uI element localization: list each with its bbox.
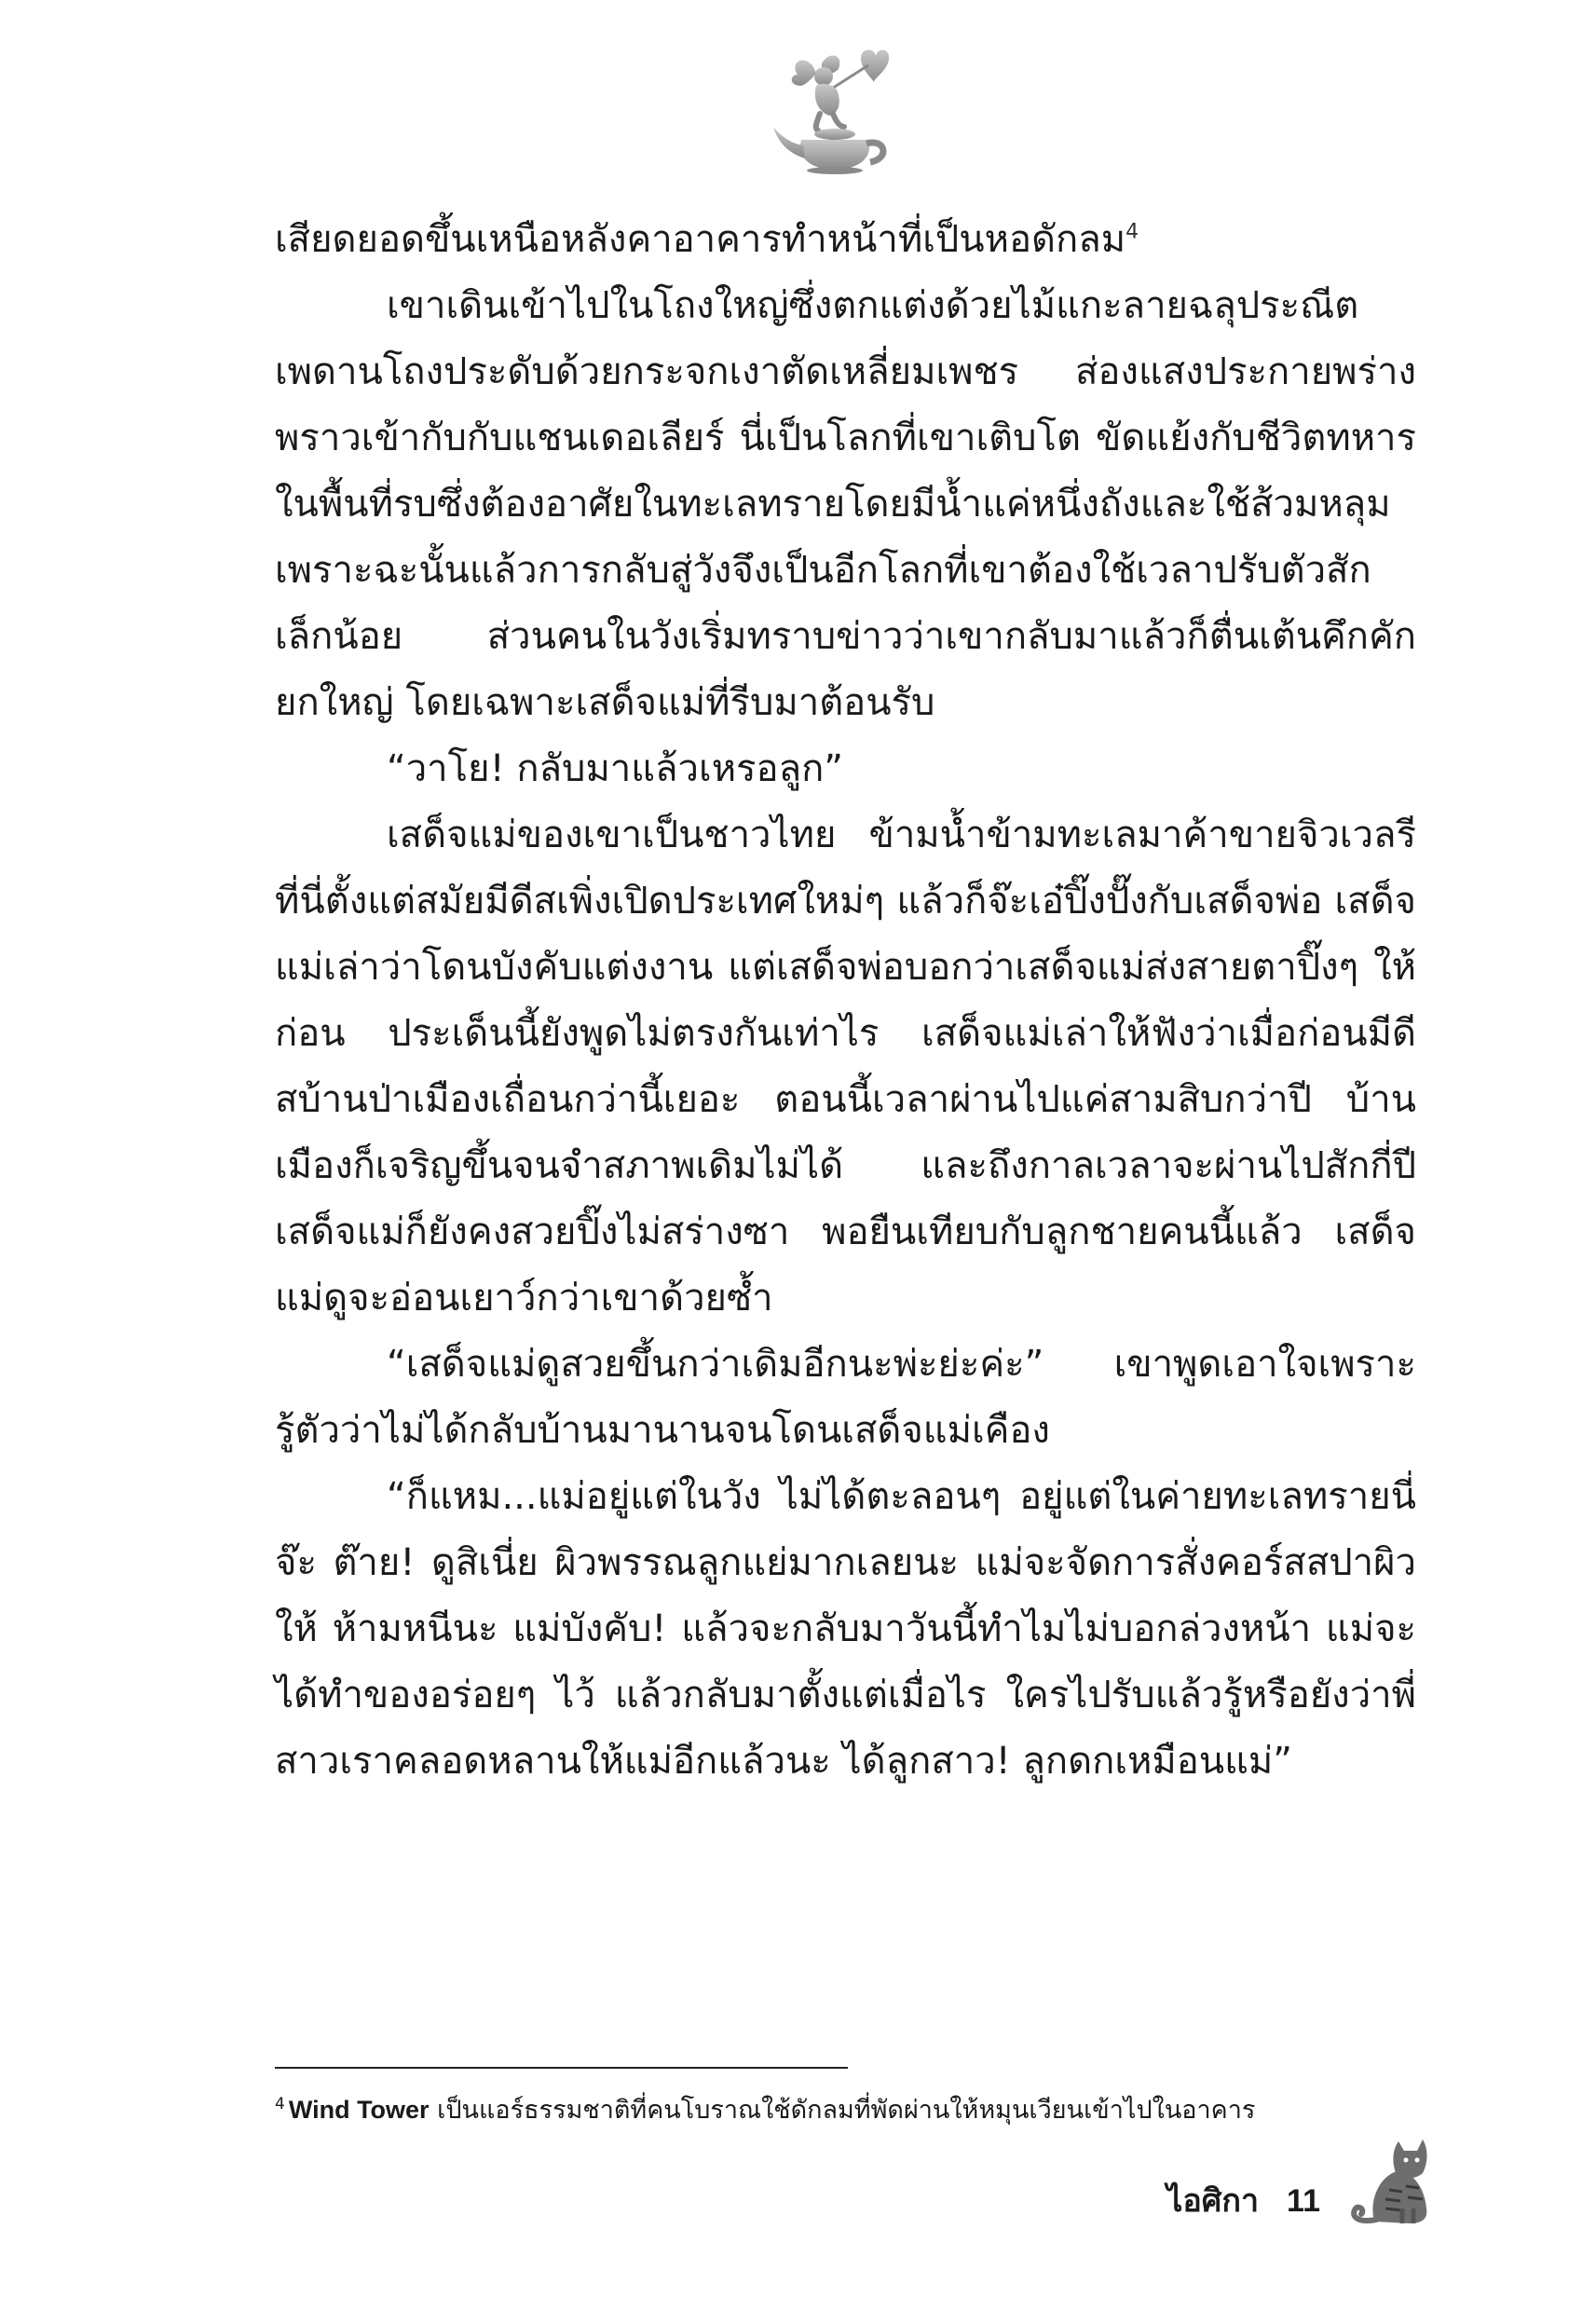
footnote-reference[interactable]: 4: [1125, 220, 1139, 244]
footnote-term: Wind Tower: [288, 2096, 430, 2124]
page-number: 11: [1287, 2183, 1320, 2219]
paragraph: “เสด็จแม่ดูสวยขึ้นกว่าเดิมอีกนะพ่ะย่ะค่ะ” เขาพูดเอาใจเพราะรู้ตัวว่าไม่ได้กลับบ้านมานานจนโดนเสด็จแม่เคือง: [275, 1343, 1416, 1452]
footnote-mark: 4: [275, 2095, 285, 2113]
paragraph: เสด็จแม่ของเขาเป็นชาวไทย ข้ามน้ำข้ามทะเลมาค้าขายจิวเวลรีที่นี่ตั้งแต่สมัยมีดีสเพิ่งเปิดประเทศใหม่ๆ แล้วก็จ๊ะเอ๋ปิ๊งปั๊งกับเสด็จพ่อ เสด็จแม่เล่าว่าโดนบังคับแต่งงาน แต่เสด็จพ่อบอกว่าเสด็จแม่ส่งสายตาปิ๊งๆ ให้ก่อน ประเด็นนี้ยังพูดไม่ตรงกันเท่าไร เสด็จแม่เล่าให้ฟังว่าเมื่อก่อนมีดีสบ้านป่าเมืองเถื่อนกว่านี้เยอะ ตอนนี้เวลาผ่านไปแค่สามสิบกว่าปี บ้านเมืองก็เจริญขึ้นจนจำสภาพเดิมไม่ได้ และถึงกาลเวลาจะผ่านไปสักกี่ปี เสด็จแม่ก็ยังคงสวยปิ๊งไม่สร่างซา พอยืนเทียบกับลูกชายคนนี้แล้ว เสด็จแม่ดูจะอ่อนเยาว์กว่าเขาด้วยซ้ำ: [275, 814, 1416, 1320]
cupid-teapot-ornament-icon: [764, 37, 904, 177]
paragraph: “ก็แหม...แม่อยู่แต่ในวัง ไม่ได้ตะลอนๆ อยู่แต่ในค่ายทะเลทรายนี่จ๊ะ ต๊าย! ดูสิเนี่ย ผิวพรรณลูกแย่มากเลยนะ แม่จะจัดการสั่งคอร์สสปาผิวให้ ห้ามหนีนะ แม่บังคับ! แล้วจะกลับมาวันนี้ทำไมไม่บอกล่วงหน้า แม่จะได้ทำของอร่อยๆ ไว้ แล้วกลับมาตั้งแต่เมื่อไร ใครไปรับแล้วรู้หรือยังว่าพี่สาวเราคลอดหลานให้แม่อีกแล้วนะ ได้ลูกสาว! ลูกดกเหมือนแม่”: [275, 1475, 1416, 1783]
paragraph: เสียดยอดขึ้นเหนือหลังคาอาคารทำหน้าที่เป็นหอดักลม$^4$: [275, 218, 1139, 261]
page-footer: [1166, 2134, 1438, 2227]
paragraph: “วาโย! กลับมาแล้วเหรอลูก”: [387, 747, 844, 790]
footnote-text: เป็นแอร์ธรรมชาติที่คนโบราณใช้ดักลมที่พัดผ่านให้หมุนเวียนเข้าไปในอาคาร: [429, 2096, 1256, 2125]
paragraph: เขาเดินเข้าไปในโถงใหญ่ซึ่งตกแต่งด้วยไม้แกะลายฉลุประณีต เพดานโถงประดับด้วยกระจกเงาตัดเหลี่ยมเพชร ส่องแสงประกายพร่างพราวเข้ากับกับแชนเดอเลียร์ นี่เป็นโลกที่เขาเติบโต ขัดแย้งกับชีวิตทหารในพื้นที่รบซึ่งต้องอาศัยในทะเลทรายโดยมีน้ำแค่หนึ่งถังและใช้ส้วมหลุม เพราะฉะนั้นแล้วการกลับสู่วังจึงเป็นอีกโลกที่เขาต้องใช้เวลาปรับตัวสักเล็กน้อย ส่วนคนในวังเริ่มทราบข่าวว่าเขากลับมาแล้วก็ตื่นเต้นคึกคักยกใหญ่ โดยเฉพาะเสด็จแม่ที่รีบมาต้อนรับ: [275, 284, 1416, 724]
footnote-divider: [275, 2067, 848, 2069]
footnote: [275, 2091, 1421, 2129]
cat-icon: [1348, 2134, 1438, 2227]
book-title: ไอศิกา: [1166, 2182, 1260, 2220]
body-text: [275, 207, 1416, 1795]
